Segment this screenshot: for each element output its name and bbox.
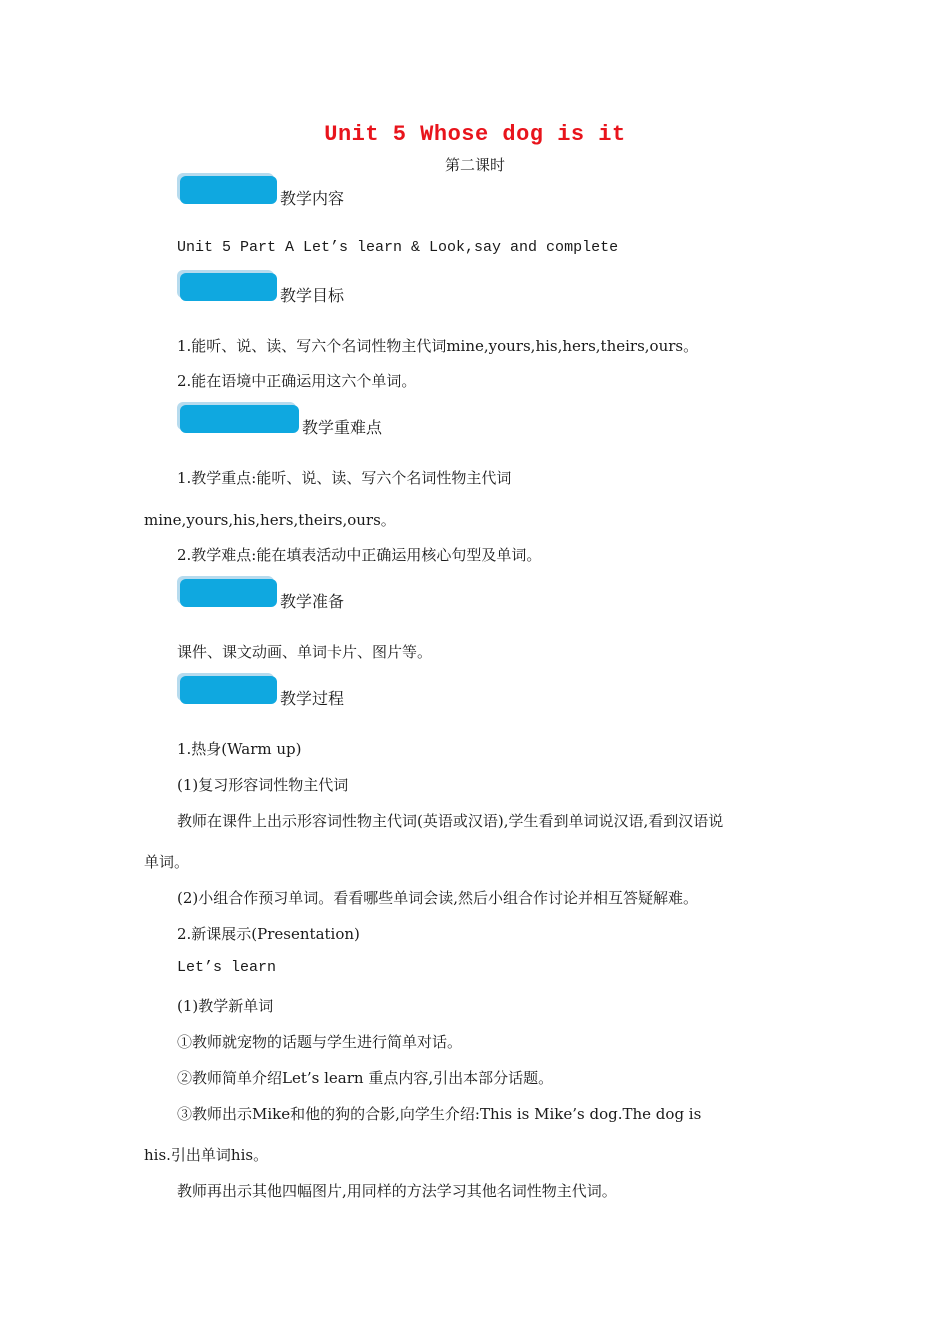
section-badge	[180, 273, 277, 301]
process-substep: (1)教学新单词	[177, 997, 274, 1015]
process-paragraph: ③教师出示Mike和他的狗的合影,向学生介绍:This is Mike’s dog.The dog is	[177, 1105, 702, 1123]
section-badge	[180, 405, 299, 433]
document-title: Unit 5 Whose dog is it	[324, 122, 626, 147]
process-paragraph: 教师再出示其他四幅图片,用同样的方法学习其他名词性物主代词。	[177, 1182, 617, 1200]
content-text: Unit 5 Part A Let’s learn & Look,say and complete	[177, 239, 619, 256]
process-paragraph: ①教师就宠物的话题与学生进行简单对话。	[177, 1033, 463, 1051]
process-step: 2.新课展示(Presentation)	[177, 925, 360, 943]
section-label: 教学准备	[280, 592, 345, 611]
keypoint-item: 1.教学重点:能听、说、读、写六个名词性物主代词	[177, 469, 512, 487]
process-substep: (1)复习形容词性物主代词	[177, 776, 349, 794]
section-label: 教学过程	[280, 689, 345, 708]
process-paragraph: 教师在课件上出示形容词性物主代词(英语或汉语),学生看到单词说汉语,看到汉语说	[177, 812, 724, 830]
section-label: 教学内容	[280, 189, 345, 208]
process-step: 1.热身(Warm up)	[177, 740, 302, 758]
section-badge	[180, 676, 277, 704]
process-paragraph-continued: 单词。	[144, 853, 190, 871]
keypoint-item: 2.教学难点:能在填表活动中正确运用核心句型及单词。	[177, 546, 542, 564]
process-paragraph: ②教师简单介绍Let’s learn 重点内容,引出本部分话题。	[177, 1069, 554, 1087]
goal-item: 2.能在语境中正确运用这六个单词。	[177, 372, 417, 390]
section-badge	[180, 176, 277, 204]
section-label: 教学目标	[280, 286, 345, 305]
section-label: 教学重难点	[302, 418, 383, 437]
goal-item: 1.能听、说、读、写六个名词性物主代词mine,yours,his,hers,theirs,ours。	[177, 337, 699, 355]
section-badge	[180, 579, 277, 607]
keypoint-item-continued: mine,yours,his,hers,theirs,ours。	[144, 511, 396, 529]
process-substep: (2)小组合作预习单词。看看哪些单词会读,然后小组合作讨论并相互答疑解难。	[177, 889, 699, 907]
process-subheading: Let’s learn	[177, 959, 277, 976]
process-paragraph-continued: his.引出单词his。	[144, 1146, 269, 1164]
lesson-subtitle: 第二课时	[444, 156, 505, 174]
preparation-text: 课件、课文动画、单词卡片、图片等。	[177, 643, 433, 661]
